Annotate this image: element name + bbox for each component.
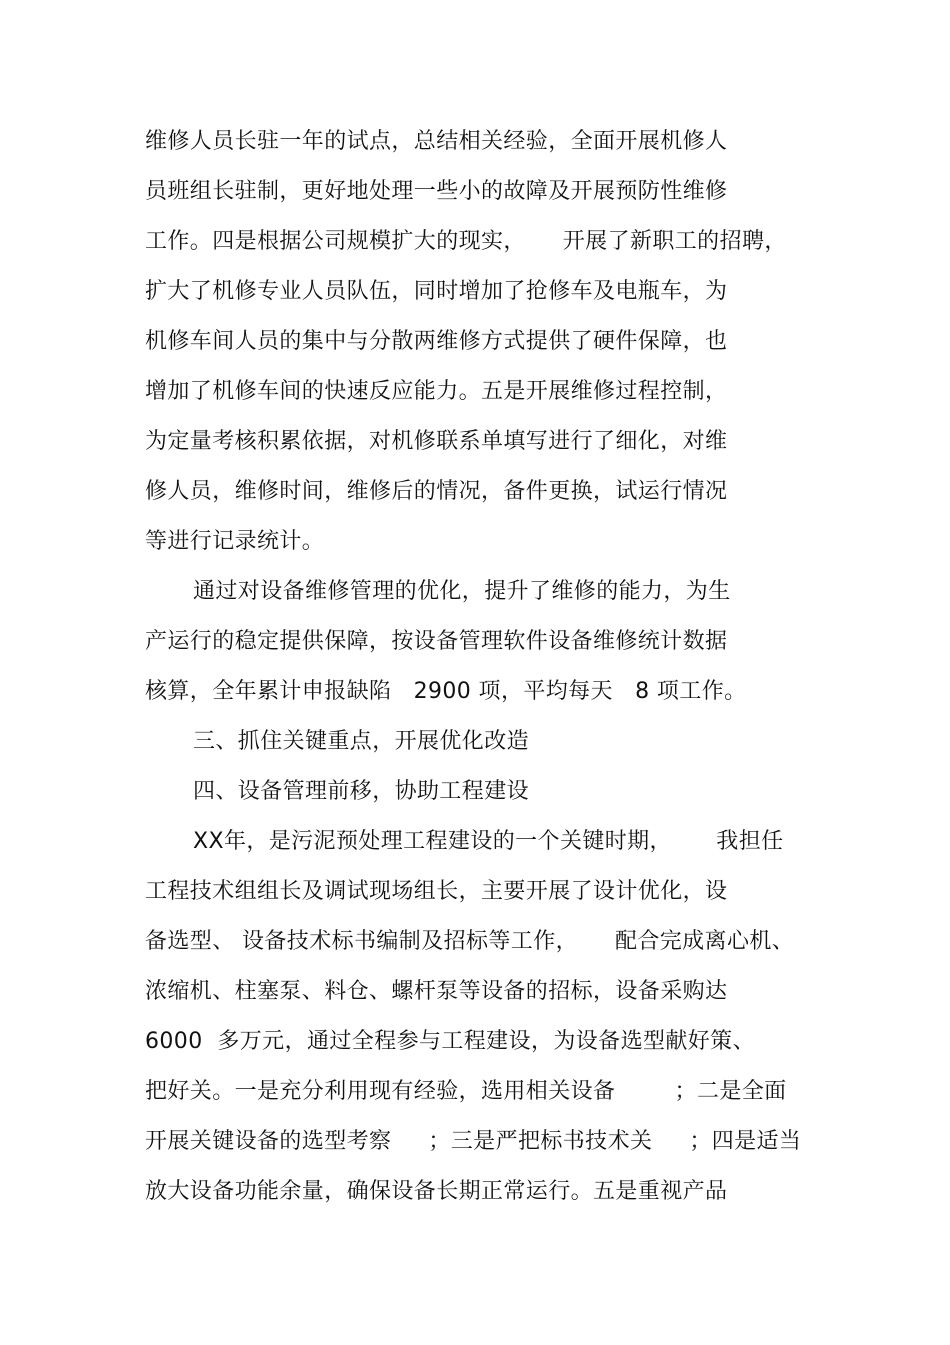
text-line: 修人员，维修时间，维修后的情况，备件更换，试运行情况 — [145, 479, 728, 504]
text-line: 开展关键设备的选型考察 ；三是严把标书技术关 ；四是适当 — [145, 1129, 802, 1154]
text-line: 工作。四是根据公司规模扩大的现实， 开展了新职工的招聘， — [145, 229, 787, 254]
text-line: 为定量考核积累依据，对机修联系单填写进行了细化，对维 — [145, 429, 728, 454]
text-line: 6000 多万元，通过全程参与工程建设，为设备选型献好策、 — [145, 1029, 755, 1054]
text-line: 产运行的稳定提供保障，按设备管理软件设备维修统计数据 — [145, 629, 728, 654]
paragraph-start-line: 通过对设备维修管理的优化，提升了维修的能力，为生 — [193, 579, 731, 604]
text-line: 工程技术组组长及调试现场组长，主要开展了设计优化，设 — [145, 879, 728, 904]
text-line: 备选型、 设备技术标书编制及招标等工作， 配合完成离心机、 — [145, 929, 795, 954]
text-line: 等进行记录统计。 — [145, 529, 325, 554]
paragraph-start-line: XX年，是污泥预处理工程建设的一个关键时期， 我担任 — [193, 829, 784, 854]
text-line: 员班组长驻制，更好地处理一些小的故障及开展预防性维修 — [145, 179, 728, 204]
text-line: 浓缩机、柱塞泵、料仓、螺杆泵等设备的招标，设备采购达 — [145, 979, 728, 1004]
section-heading-four: 四、设备管理前移，协助工程建设 — [193, 779, 530, 804]
text-line: 核算，全年累计申报缺陷 2900 项，平均每天 8 项工作。 — [145, 679, 747, 704]
text-line: 增加了机修车间的快速反应能力。五是开展维修过程控制， — [145, 379, 728, 404]
text-line: 机修车间人员的集中与分散两维修方式提供了硬件保障，也 — [145, 329, 728, 354]
text-line: 维修人员长驻一年的试点，总结相关经验，全面开展机修人 — [145, 129, 728, 154]
text-line: 扩大了机修专业人员队伍，同时增加了抢修车及电瓶车，为 — [145, 279, 728, 304]
text-line: 放大设备功能余量，确保设备长期正常运行。五是重视产品 — [145, 1179, 728, 1204]
text-line: 把好关。一是充分利用现有经验，选用相关设备 ；二是全面 — [145, 1079, 787, 1104]
section-heading-three: 三、抓住关键重点，开展优化改造 — [193, 729, 530, 754]
